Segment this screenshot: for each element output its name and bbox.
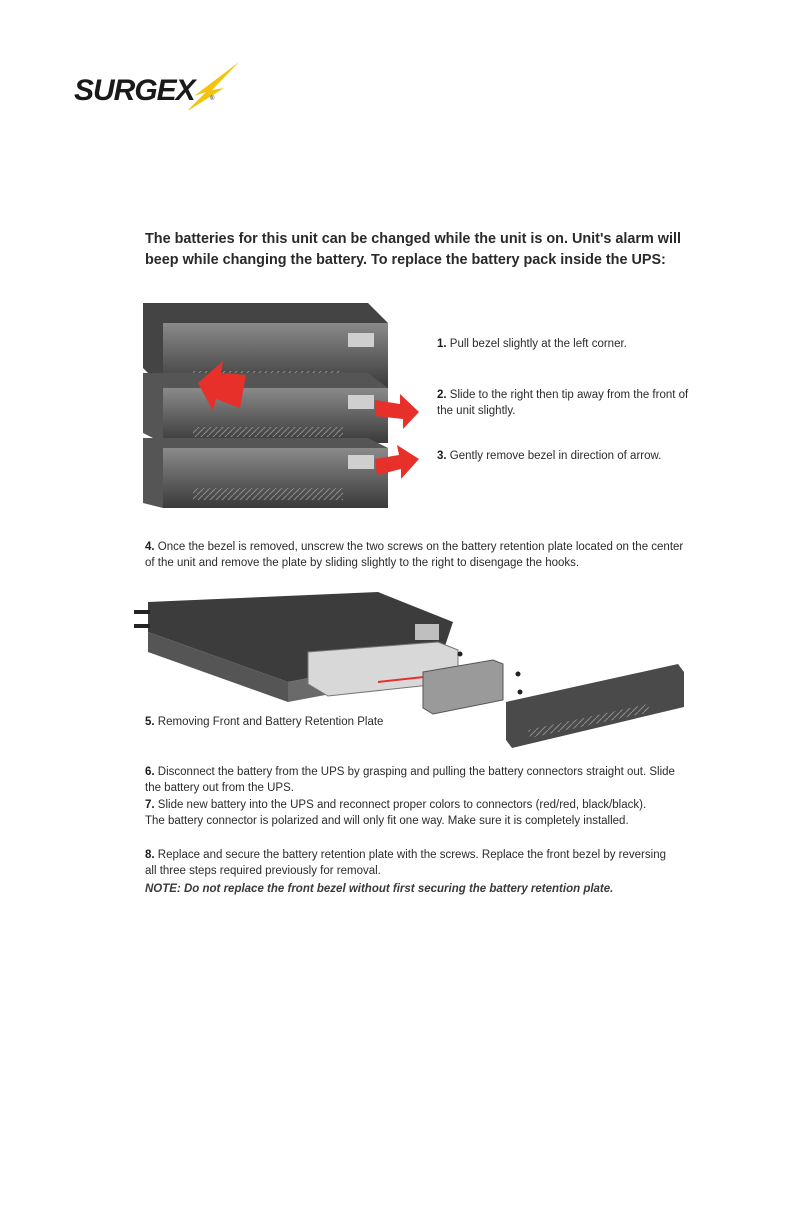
bezel-removal-figure [143, 303, 393, 513]
ups-unit-bottom [143, 438, 388, 508]
step-7: 7. Slide new battery into the UPS and reconnect proper colors to connectors (red/red, black/black). The battery connector is polarized and will only fit one way. Make sure it is completely installed. [145, 799, 647, 827]
step-8: 8. Replace and secure the battery retention plate with the screws. Replace the front bezel by reversing all three steps required previously for removal. [145, 849, 666, 877]
arrow-right-icon [375, 445, 420, 483]
brand-name: SURGEX [74, 74, 195, 107]
surgex-logo [74, 60, 244, 110]
front-bezel [506, 592, 684, 748]
step-2: 2. Slide to the right then tip away from the front of the unit slightly. [437, 389, 689, 417]
step-3: 3. Gently remove bezel in direction of arrow. [437, 450, 662, 462]
note [145, 882, 705, 898]
note-text: Do not replace the front bezel without first securing the battery retention plate. [180, 883, 614, 895]
step-5: 5. Removing Front and Battery Retention Plate [145, 716, 384, 728]
step-4: 4. Once the bezel is removed, unscrew the two screws on the battery retention plate located on the center of the unit and remove the plate by sliding slightly to the right to disengage the hooks. [145, 541, 684, 569]
ups-unit-middle [143, 373, 388, 443]
arrow-right-icon [375, 392, 420, 430]
intro-text: The batteries for this unit can be changed while the unit is on. Unit's alarm will beep while changing the battery. To replace the battery pack inside the UPS: [145, 231, 681, 268]
step-1: 1. Pull bezel slightly at the left corner. [437, 338, 627, 350]
registered-mark: ® [210, 96, 215, 102]
step-6: 6. Disconnect the battery from the UPS by grasping and pulling the battery connectors straight out. Slide the battery out from the UPS. [145, 766, 675, 794]
note-label: NOTE: [145, 883, 181, 895]
